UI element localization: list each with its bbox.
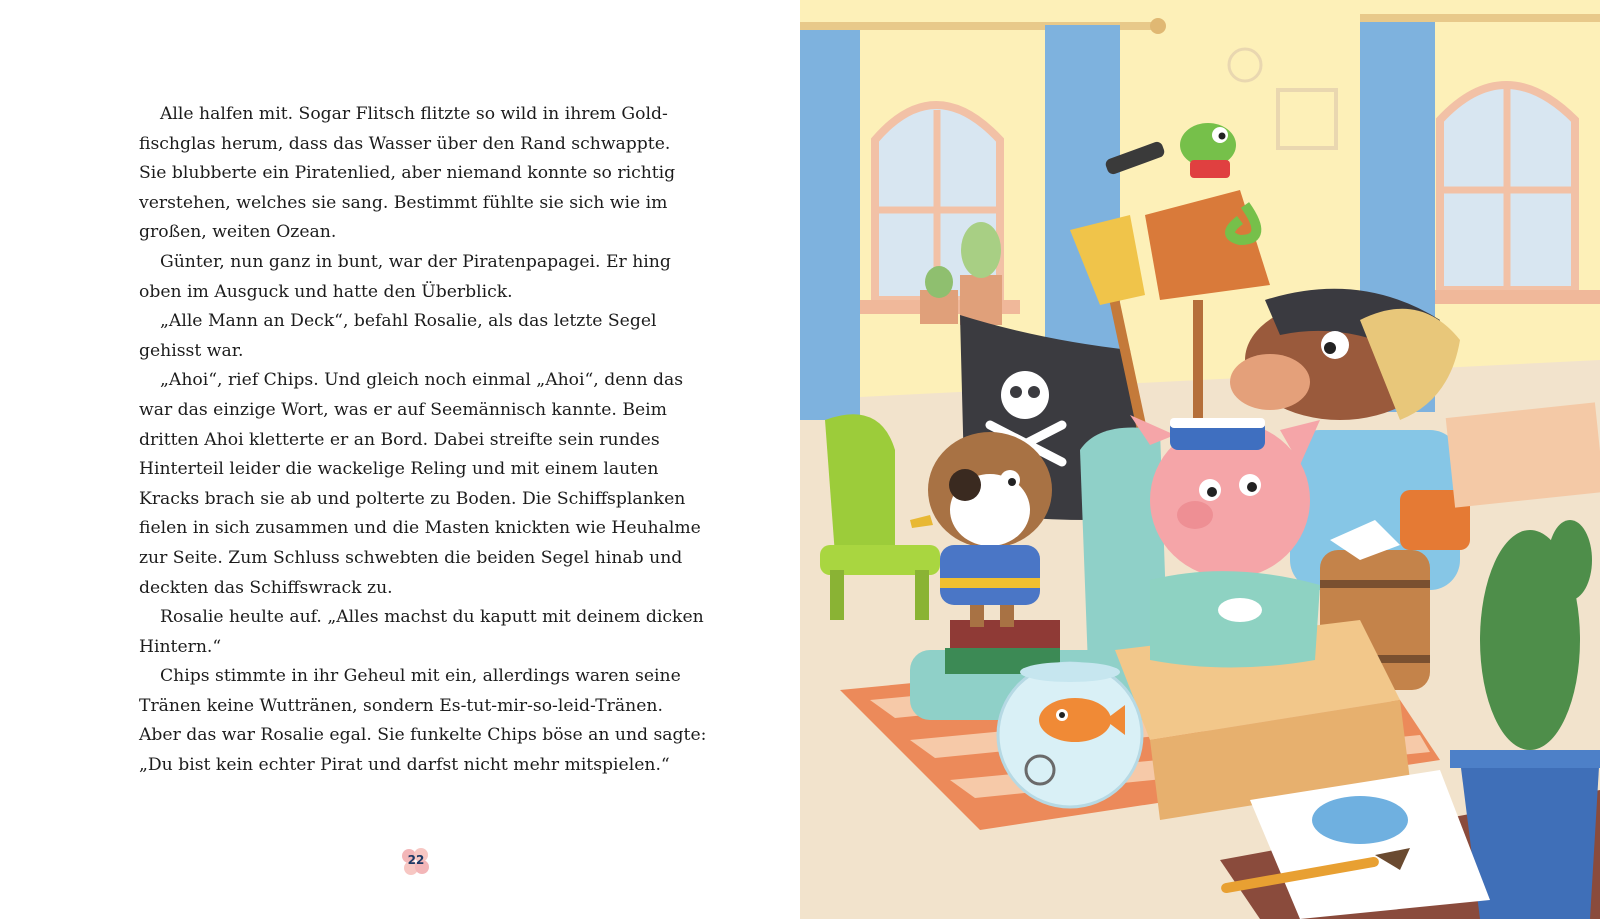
story-line: Alle halfen mit. Sogar Flitsch flitzte so wild in ihrem Gold-	[160, 104, 668, 124]
story-illustration	[800, 0, 1600, 919]
story-line: Chips stimmte in ihr Geheul mit ein, allerdings waren seine	[160, 666, 681, 687]
story-line: Günter, nun ganz in bunt, war der Piratenpapagei. Er hing	[160, 251, 671, 272]
story-line: „Ahoi“, rief Chips. Und gleich noch einmal „Ahoi“, denn das	[160, 370, 684, 391]
story-line: großen, weiten Ozean.	[139, 222, 337, 243]
story-line: Sie blubberte ein Piratenlied, aber niemand konnte so richtig	[139, 163, 676, 184]
curtain-left	[800, 30, 860, 420]
story-line: Aber das war Rosalie egal. Sie funkelte Chips böse an und sagte:	[139, 725, 707, 746]
story-line: Hinterteil leider die wackelige Reling und mit einem lauten	[139, 459, 659, 480]
story-line: war das einzige Wort, was er auf Seemännisch kannte. Beim	[139, 399, 667, 420]
story-line: verstehen, welches sie sang. Bestimmt fühlte sie sich wie im	[139, 192, 668, 213]
story-line: gehisst war.	[139, 340, 244, 361]
story-line: zur Seite. Zum Schluss schwebten die beiden Segel hinab und	[139, 547, 683, 568]
story-line: Kracks brach sie ab und polterte zu Boden. Die Schiffsplanken	[139, 488, 686, 509]
story-text	[139, 100, 707, 781]
story-line: „Du bist kein echter Pirat und darfst nicht mehr mitspielen.“	[139, 755, 670, 776]
page-number	[400, 846, 432, 878]
story-line: oben im Ausguck und hatte den Überblick.	[139, 281, 513, 302]
story-line: fielen in sich zusammen und die Masten knickten wie Heuhalme	[139, 518, 701, 539]
story-line: Rosalie heulte auf. „Alles machst du kaputt mit deinem dicken	[160, 607, 704, 628]
story-line: deckten das Schiffswrack zu.	[139, 577, 393, 598]
story-line: Hintern.“	[139, 636, 222, 657]
story-line: dritten Ahoi kletterte er an Bord. Dabei streifte sein rundes	[139, 429, 660, 450]
story-line: „Alle Mann an Deck“, befahl Rosalie, als das letzte Segel	[160, 311, 657, 332]
right-window	[1420, 85, 1600, 304]
room-scene	[800, 0, 1600, 919]
goldfish-bowl	[998, 662, 1142, 807]
page-number-label: 22	[407, 853, 425, 867]
story-line: fischglas herum, dass das Wasser über den Rand schwappte.	[139, 133, 671, 154]
story-line: Tränen keine Wuttränen, sondern Es-tut-mir-so-leid-Tränen.	[139, 695, 663, 716]
